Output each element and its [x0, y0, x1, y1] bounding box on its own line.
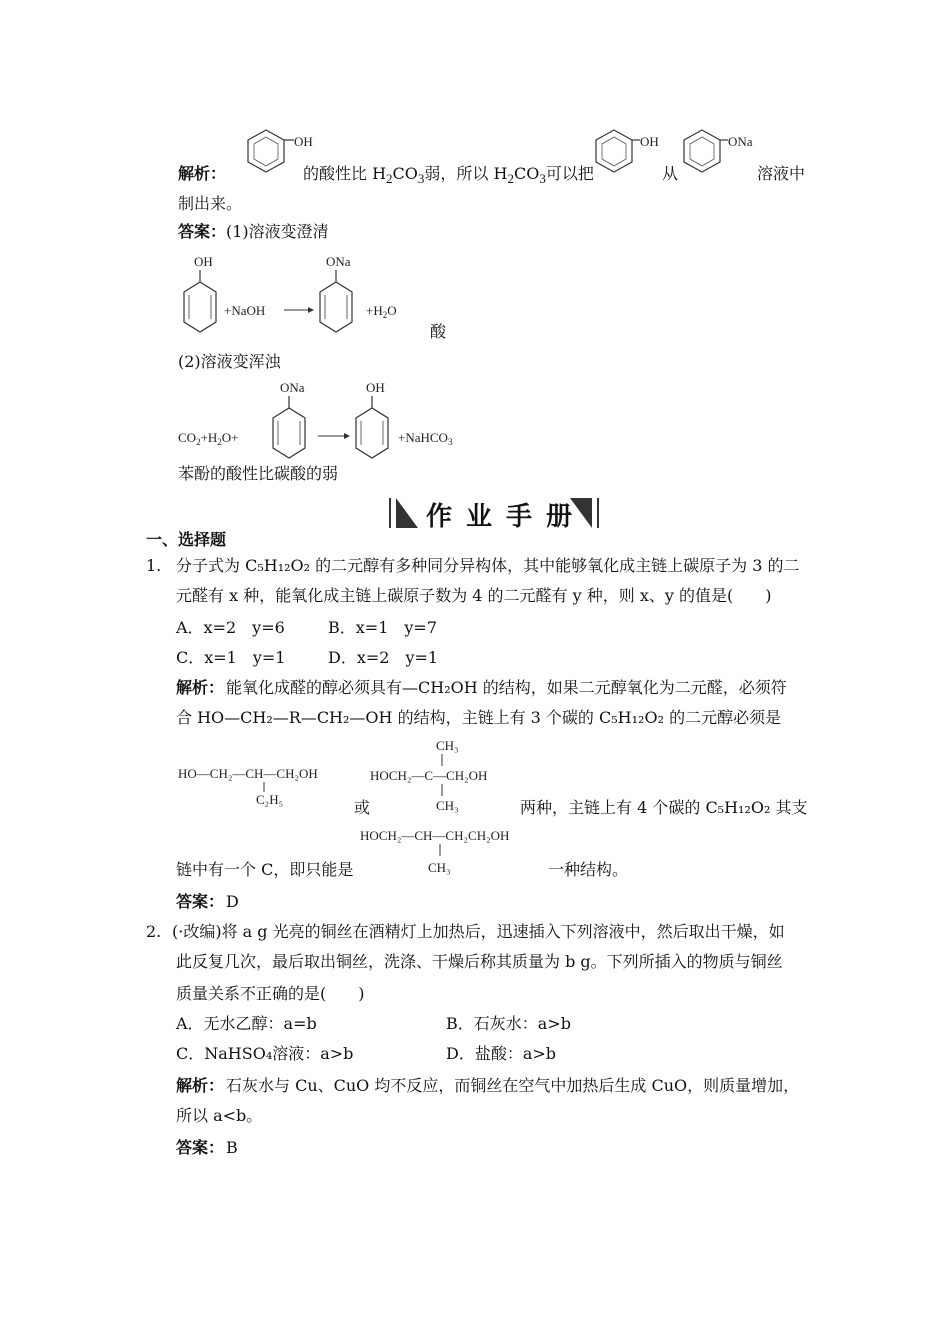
svg-text:OH: OH — [366, 380, 385, 395]
q2-number: 2. — [146, 922, 162, 941]
rongye-text: 溶液中 — [757, 164, 806, 183]
q1-explanation-1: 能氧化成醛的醇必须具有—CH₂OH 的结构，如果二元醇氧化为二元醛，必须符 — [226, 678, 787, 697]
q1-explanation-2: 合 HO—CH₂—R—CH₂—OH 的结构，主链上有 3 个碳的 C₅H₁₂O₂ 的二元醇必须是 — [176, 708, 782, 727]
phenol-structure-1 — [228, 122, 313, 192]
q2-explanation-1: 石灰水与 Cu、CuO 均不反应，而铜丝在空气中加热后生成 CuO，则质量增加， — [226, 1076, 800, 1095]
svg-text:OH: OH — [640, 134, 659, 149]
q2-line2: 此反复几次，最后取出铜丝，洗涤、干燥后称其质量为 b g。下列所插入的物质与铜丝 — [176, 952, 783, 971]
line2-text: 制出来。 — [178, 194, 243, 213]
answer-2: (2)溶液变浑浊 — [178, 352, 281, 371]
section-title: 一、选择题 — [146, 530, 227, 549]
svg-text:CH₃: CH₃ — [428, 860, 451, 875]
svg-text:HOCH₂—C—CH₂OH: HOCH₂—C—CH₂OH — [370, 768, 488, 783]
phenol-structure-2 — [588, 122, 668, 192]
q2-option-b: B．石灰水：a>b — [446, 1014, 571, 1033]
svg-text:ONa: ONa — [728, 134, 753, 149]
struct-formula-2 — [368, 736, 528, 818]
svg-text:HO—CH₂—CH—CH₂OH: HO—CH₂—CH—CH₂OH — [178, 766, 318, 781]
q1-answer-label: 答案： — [176, 892, 225, 911]
q1-answer: D — [226, 892, 239, 911]
section-banner — [388, 496, 600, 530]
explanation-label: 解析： — [178, 164, 227, 183]
acid-text: 酸 — [430, 322, 447, 341]
svg-text:CH₃: CH₃ — [436, 738, 459, 753]
q1-line1: 分子式为 C₅H₁₂O₂ 的二元醇有多种同分异构体，其中能够氧化成主链上碳原子为 3 的二 — [176, 556, 800, 575]
svg-text:ONa: ONa — [326, 254, 351, 269]
q1-option-c: C．x=1 y=1 — [176, 648, 286, 667]
reaction-2 — [176, 378, 486, 470]
line1-text: 的酸性比 $H_2CO_3$弱，所以 $H_2CO_3$可以把 — [303, 164, 594, 187]
answer-1: (1)溶液变澄清 — [226, 222, 329, 241]
q1-option-d: D．x=2 y=1 — [328, 648, 439, 667]
q2-explanation-2: 所以 a<b。 — [176, 1106, 263, 1125]
svg-text:+H2O: $+H_2O$ — [366, 303, 397, 320]
answer-label: 答案： — [178, 222, 227, 241]
q2-line3: 质量关系不正确的是( ) — [176, 984, 365, 1003]
or-text: 或 — [354, 798, 371, 817]
svg-text:CH₃: CH₃ — [436, 798, 459, 813]
banner-title: 作业手册 — [426, 502, 587, 532]
svg-text:HOCH₂—CH—CH₂CH₂OH: HOCH₂—CH—CH₂CH₂OH — [360, 828, 510, 843]
conclusion-text: 苯酚的酸性比碳酸的弱 — [178, 464, 339, 483]
q1-explanation-3: 两种，主链上有 4 个碳的 C₅H₁₂O₂ 其支 — [520, 798, 808, 817]
reaction-1 — [176, 252, 466, 344]
q1-explanation-4a: 链中有一个 C，即只能是 — [176, 860, 354, 879]
struct-formula-1 — [176, 760, 356, 807]
svg-text:ONa: ONa — [280, 380, 305, 395]
q1-explanation-label: 解析： — [176, 678, 225, 697]
svg-text:+NaOH: +NaOH — [224, 303, 266, 318]
svg-text:C₂H₅: C₂H₅ — [256, 792, 284, 807]
svg-text:CO2+H2O+: $CO_2+H_2O+$ — [178, 430, 239, 447]
q2-explanation-label: 解析： — [176, 1076, 225, 1095]
cong-text: 从 — [662, 164, 679, 183]
q1-option-a: A．x=2 y=6 — [176, 618, 285, 637]
svg-text:OH: OH — [194, 254, 213, 269]
q2-answer: B — [226, 1138, 238, 1157]
q1-line2: 元醛有 x 种，能氧化成主链上碳原子数为 4 的二元醛有 y 种，则 x、y 的值是( ) — [176, 586, 772, 605]
oh-label: OH — [294, 134, 313, 149]
q2-answer-label: 答案： — [176, 1138, 225, 1157]
sodium-phenoxide-structure-1 — [676, 122, 766, 192]
q1-explanation-4b: 一种结构。 — [548, 860, 629, 879]
q2-option-d: D．盐酸：a>b — [446, 1044, 557, 1063]
q2-option-a: A．无水乙醇：a=b — [176, 1014, 317, 1033]
q1-option-b: B．x=1 y=7 — [328, 618, 437, 637]
q2-line1: (·改编)将 a g 光亮的铜丝在酒精灯上加热后，迅速插入下列溶液中，然后取出干燥，如 — [172, 922, 785, 941]
struct-formula-3 — [358, 824, 558, 880]
svg-text:+NaHCO3: +NaHCO$_3$ — [398, 430, 453, 447]
q1-number: 1. — [146, 556, 162, 575]
q2-option-c: C．NaHSO₄溶液：a>b — [176, 1044, 354, 1063]
